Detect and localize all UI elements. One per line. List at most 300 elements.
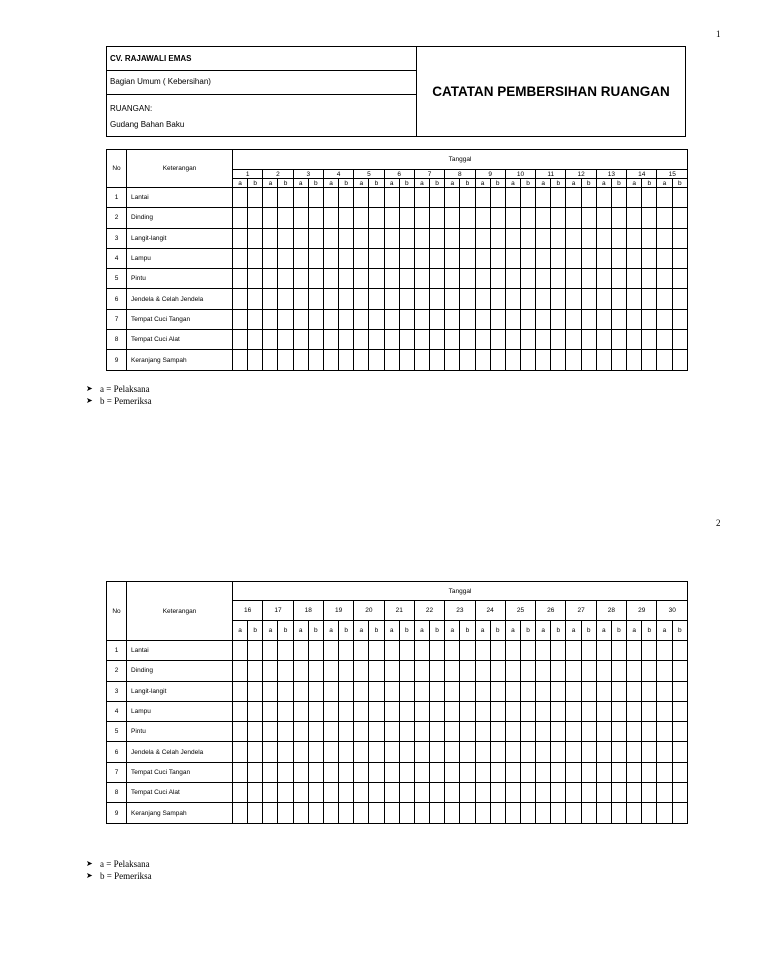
check-cell[interactable] [490,681,505,701]
check-cell[interactable] [672,309,688,329]
check-cell[interactable] [354,208,369,228]
check-cell[interactable] [566,228,581,248]
check-cell[interactable] [505,309,520,329]
check-cell[interactable] [642,661,657,681]
check-cell[interactable] [369,762,384,782]
check-cell[interactable] [339,762,354,782]
check-cell[interactable] [657,208,672,228]
check-cell[interactable] [445,803,460,823]
check-cell[interactable] [460,350,475,370]
check-cell[interactable] [566,701,581,721]
check-cell[interactable] [414,248,429,268]
check-cell[interactable] [445,783,460,803]
check-cell[interactable] [293,188,308,208]
check-cell[interactable] [369,722,384,742]
check-cell[interactable] [354,188,369,208]
check-cell[interactable] [248,783,263,803]
check-cell[interactable] [263,248,278,268]
check-cell[interactable] [430,330,445,350]
check-cell[interactable] [627,641,642,661]
check-cell[interactable] [354,269,369,289]
check-cell[interactable] [627,783,642,803]
check-cell[interactable] [642,208,657,228]
check-cell[interactable] [233,350,248,370]
check-cell[interactable] [520,228,535,248]
check-cell[interactable] [596,289,611,309]
check-cell[interactable] [339,701,354,721]
check-cell[interactable] [505,762,520,782]
check-cell[interactable] [581,228,596,248]
check-cell[interactable] [248,228,263,248]
check-cell[interactable] [384,661,399,681]
check-cell[interactable] [369,208,384,228]
check-cell[interactable] [248,350,263,370]
check-cell[interactable] [460,783,475,803]
check-cell[interactable] [369,228,384,248]
check-cell[interactable] [323,742,338,762]
check-cell[interactable] [505,742,520,762]
check-cell[interactable] [566,248,581,268]
check-cell[interactable] [308,803,323,823]
check-cell[interactable] [278,188,293,208]
check-cell[interactable] [566,330,581,350]
check-cell[interactable] [520,269,535,289]
check-cell[interactable] [445,701,460,721]
check-cell[interactable] [430,641,445,661]
check-cell[interactable] [627,330,642,350]
check-cell[interactable] [430,350,445,370]
check-cell[interactable] [369,248,384,268]
check-cell[interactable] [248,188,263,208]
check-cell[interactable] [263,641,278,661]
check-cell[interactable] [384,681,399,701]
check-cell[interactable] [354,641,369,661]
check-cell[interactable] [354,742,369,762]
check-cell[interactable] [233,681,248,701]
check-cell[interactable] [490,350,505,370]
check-cell[interactable] [384,641,399,661]
check-cell[interactable] [611,722,626,742]
check-cell[interactable] [323,289,338,309]
check-cell[interactable] [505,350,520,370]
check-cell[interactable] [369,269,384,289]
check-cell[interactable] [399,762,414,782]
check-cell[interactable] [581,803,596,823]
check-cell[interactable] [430,269,445,289]
check-cell[interactable] [642,330,657,350]
check-cell[interactable] [430,228,445,248]
check-cell[interactable] [475,783,490,803]
check-cell[interactable] [596,269,611,289]
check-cell[interactable] [323,681,338,701]
check-cell[interactable] [596,641,611,661]
check-cell[interactable] [566,783,581,803]
check-cell[interactable] [596,330,611,350]
check-cell[interactable] [475,289,490,309]
check-cell[interactable] [672,742,688,762]
check-cell[interactable] [248,269,263,289]
check-cell[interactable] [627,289,642,309]
check-cell[interactable] [490,188,505,208]
check-cell[interactable] [248,661,263,681]
check-cell[interactable] [293,350,308,370]
check-cell[interactable] [505,783,520,803]
check-cell[interactable] [430,289,445,309]
check-cell[interactable] [460,762,475,782]
check-cell[interactable] [339,208,354,228]
check-cell[interactable] [566,762,581,782]
check-cell[interactable] [278,742,293,762]
check-cell[interactable] [430,681,445,701]
check-cell[interactable] [323,309,338,329]
check-cell[interactable] [596,228,611,248]
check-cell[interactable] [627,762,642,782]
check-cell[interactable] [642,722,657,742]
check-cell[interactable] [414,641,429,661]
check-cell[interactable] [536,330,551,350]
check-cell[interactable] [657,248,672,268]
check-cell[interactable] [323,661,338,681]
check-cell[interactable] [642,803,657,823]
check-cell[interactable] [520,661,535,681]
check-cell[interactable] [445,661,460,681]
check-cell[interactable] [369,701,384,721]
check-cell[interactable] [490,208,505,228]
check-cell[interactable] [490,330,505,350]
check-cell[interactable] [293,228,308,248]
check-cell[interactable] [308,248,323,268]
check-cell[interactable] [384,803,399,823]
check-cell[interactable] [551,228,566,248]
check-cell[interactable] [354,722,369,742]
check-cell[interactable] [354,661,369,681]
check-cell[interactable] [263,783,278,803]
check-cell[interactable] [399,641,414,661]
check-cell[interactable] [399,661,414,681]
check-cell[interactable] [293,762,308,782]
check-cell[interactable] [460,681,475,701]
check-cell[interactable] [596,783,611,803]
check-cell[interactable] [308,350,323,370]
check-cell[interactable] [536,309,551,329]
check-cell[interactable] [430,188,445,208]
check-cell[interactable] [445,742,460,762]
check-cell[interactable] [339,661,354,681]
check-cell[interactable] [642,269,657,289]
check-cell[interactable] [308,309,323,329]
check-cell[interactable] [536,228,551,248]
check-cell[interactable] [672,722,688,742]
check-cell[interactable] [445,208,460,228]
check-cell[interactable] [611,701,626,721]
check-cell[interactable] [399,742,414,762]
check-cell[interactable] [323,269,338,289]
check-cell[interactable] [627,350,642,370]
check-cell[interactable] [354,681,369,701]
check-cell[interactable] [611,803,626,823]
check-cell[interactable] [657,228,672,248]
check-cell[interactable] [551,641,566,661]
check-cell[interactable] [672,803,688,823]
check-cell[interactable] [490,783,505,803]
check-cell[interactable] [445,289,460,309]
check-cell[interactable] [475,330,490,350]
check-cell[interactable] [293,803,308,823]
check-cell[interactable] [430,803,445,823]
check-cell[interactable] [490,269,505,289]
check-cell[interactable] [414,681,429,701]
check-cell[interactable] [520,762,535,782]
check-cell[interactable] [520,681,535,701]
check-cell[interactable] [642,701,657,721]
check-cell[interactable] [369,661,384,681]
check-cell[interactable] [505,701,520,721]
check-cell[interactable] [323,228,338,248]
check-cell[interactable] [460,803,475,823]
check-cell[interactable] [505,289,520,309]
check-cell[interactable] [475,762,490,782]
check-cell[interactable] [536,208,551,228]
check-cell[interactable] [672,188,688,208]
check-cell[interactable] [323,722,338,742]
check-cell[interactable] [657,681,672,701]
check-cell[interactable] [581,269,596,289]
check-cell[interactable] [384,783,399,803]
check-cell[interactable] [536,289,551,309]
check-cell[interactable] [369,641,384,661]
check-cell[interactable] [339,289,354,309]
check-cell[interactable] [536,742,551,762]
check-cell[interactable] [445,228,460,248]
check-cell[interactable] [445,269,460,289]
check-cell[interactable] [566,309,581,329]
check-cell[interactable] [672,208,688,228]
check-cell[interactable] [414,228,429,248]
check-cell[interactable] [339,742,354,762]
check-cell[interactable] [293,289,308,309]
check-cell[interactable] [657,722,672,742]
check-cell[interactable] [551,309,566,329]
check-cell[interactable] [278,641,293,661]
check-cell[interactable] [233,742,248,762]
check-cell[interactable] [490,289,505,309]
check-cell[interactable] [566,641,581,661]
check-cell[interactable] [581,701,596,721]
check-cell[interactable] [414,661,429,681]
check-cell[interactable] [596,722,611,742]
check-cell[interactable] [248,742,263,762]
check-cell[interactable] [536,641,551,661]
check-cell[interactable] [566,350,581,370]
check-cell[interactable] [369,803,384,823]
check-cell[interactable] [278,803,293,823]
check-cell[interactable] [414,783,429,803]
check-cell[interactable] [611,762,626,782]
check-cell[interactable] [430,762,445,782]
check-cell[interactable] [384,350,399,370]
check-cell[interactable] [475,208,490,228]
check-cell[interactable] [339,188,354,208]
check-cell[interactable] [551,188,566,208]
check-cell[interactable] [414,330,429,350]
check-cell[interactable] [308,661,323,681]
check-cell[interactable] [399,208,414,228]
check-cell[interactable] [520,783,535,803]
check-cell[interactable] [430,783,445,803]
check-cell[interactable] [263,269,278,289]
check-cell[interactable] [248,330,263,350]
check-cell[interactable] [551,330,566,350]
check-cell[interactable] [460,330,475,350]
check-cell[interactable] [475,742,490,762]
check-cell[interactable] [233,641,248,661]
check-cell[interactable] [581,783,596,803]
check-cell[interactable] [460,722,475,742]
check-cell[interactable] [642,248,657,268]
check-cell[interactable] [384,248,399,268]
check-cell[interactable] [475,350,490,370]
check-cell[interactable] [445,350,460,370]
check-cell[interactable] [399,701,414,721]
check-cell[interactable] [520,641,535,661]
check-cell[interactable] [611,661,626,681]
check-cell[interactable] [627,269,642,289]
check-cell[interactable] [627,309,642,329]
check-cell[interactable] [278,661,293,681]
check-cell[interactable] [339,350,354,370]
check-cell[interactable] [490,803,505,823]
check-cell[interactable] [308,722,323,742]
check-cell[interactable] [642,188,657,208]
check-cell[interactable] [293,742,308,762]
check-cell[interactable] [278,722,293,742]
check-cell[interactable] [384,208,399,228]
check-cell[interactable] [627,248,642,268]
check-cell[interactable] [520,701,535,721]
check-cell[interactable] [278,762,293,782]
check-cell[interactable] [399,330,414,350]
check-cell[interactable] [430,661,445,681]
check-cell[interactable] [505,208,520,228]
check-cell[interactable] [566,661,581,681]
check-cell[interactable] [414,803,429,823]
check-cell[interactable] [384,188,399,208]
check-cell[interactable] [596,742,611,762]
check-cell[interactable] [323,248,338,268]
check-cell[interactable] [339,228,354,248]
check-cell[interactable] [278,208,293,228]
check-cell[interactable] [414,742,429,762]
check-cell[interactable] [384,269,399,289]
check-cell[interactable] [551,742,566,762]
check-cell[interactable] [263,208,278,228]
check-cell[interactable] [263,701,278,721]
check-cell[interactable] [293,661,308,681]
check-cell[interactable] [642,309,657,329]
check-cell[interactable] [369,783,384,803]
check-cell[interactable] [551,762,566,782]
check-cell[interactable] [627,701,642,721]
check-cell[interactable] [354,228,369,248]
check-cell[interactable] [596,681,611,701]
check-cell[interactable] [657,289,672,309]
check-cell[interactable] [566,681,581,701]
check-cell[interactable] [369,350,384,370]
check-cell[interactable] [293,641,308,661]
check-cell[interactable] [248,641,263,661]
check-cell[interactable] [672,228,688,248]
check-cell[interactable] [505,661,520,681]
check-cell[interactable] [672,248,688,268]
check-cell[interactable] [339,269,354,289]
check-cell[interactable] [308,681,323,701]
check-cell[interactable] [248,681,263,701]
check-cell[interactable] [460,208,475,228]
check-cell[interactable] [354,783,369,803]
check-cell[interactable] [278,350,293,370]
check-cell[interactable] [536,762,551,782]
check-cell[interactable] [308,742,323,762]
check-cell[interactable] [399,681,414,701]
check-cell[interactable] [248,309,263,329]
check-cell[interactable] [657,188,672,208]
check-cell[interactable] [369,188,384,208]
check-cell[interactable] [551,722,566,742]
check-cell[interactable] [339,783,354,803]
check-cell[interactable] [627,722,642,742]
check-cell[interactable] [657,742,672,762]
check-cell[interactable] [566,269,581,289]
check-cell[interactable] [627,188,642,208]
check-cell[interactable] [399,783,414,803]
check-cell[interactable] [399,803,414,823]
check-cell[interactable] [536,269,551,289]
check-cell[interactable] [627,681,642,701]
check-cell[interactable] [536,701,551,721]
check-cell[interactable] [490,762,505,782]
check-cell[interactable] [596,701,611,721]
check-cell[interactable] [308,188,323,208]
check-cell[interactable] [369,289,384,309]
check-cell[interactable] [657,330,672,350]
check-cell[interactable] [672,661,688,681]
check-cell[interactable] [672,641,688,661]
check-cell[interactable] [460,641,475,661]
check-cell[interactable] [611,208,626,228]
check-cell[interactable] [581,762,596,782]
check-cell[interactable] [233,803,248,823]
check-cell[interactable] [399,289,414,309]
check-cell[interactable] [308,228,323,248]
check-cell[interactable] [233,783,248,803]
check-cell[interactable] [233,248,248,268]
check-cell[interactable] [339,803,354,823]
check-cell[interactable] [414,309,429,329]
check-cell[interactable] [248,248,263,268]
check-cell[interactable] [551,661,566,681]
check-cell[interactable] [657,762,672,782]
check-cell[interactable] [263,681,278,701]
check-cell[interactable] [445,330,460,350]
check-cell[interactable] [369,742,384,762]
check-cell[interactable] [611,330,626,350]
check-cell[interactable] [520,188,535,208]
check-cell[interactable] [566,722,581,742]
check-cell[interactable] [611,228,626,248]
check-cell[interactable] [490,742,505,762]
check-cell[interactable] [399,228,414,248]
check-cell[interactable] [263,228,278,248]
